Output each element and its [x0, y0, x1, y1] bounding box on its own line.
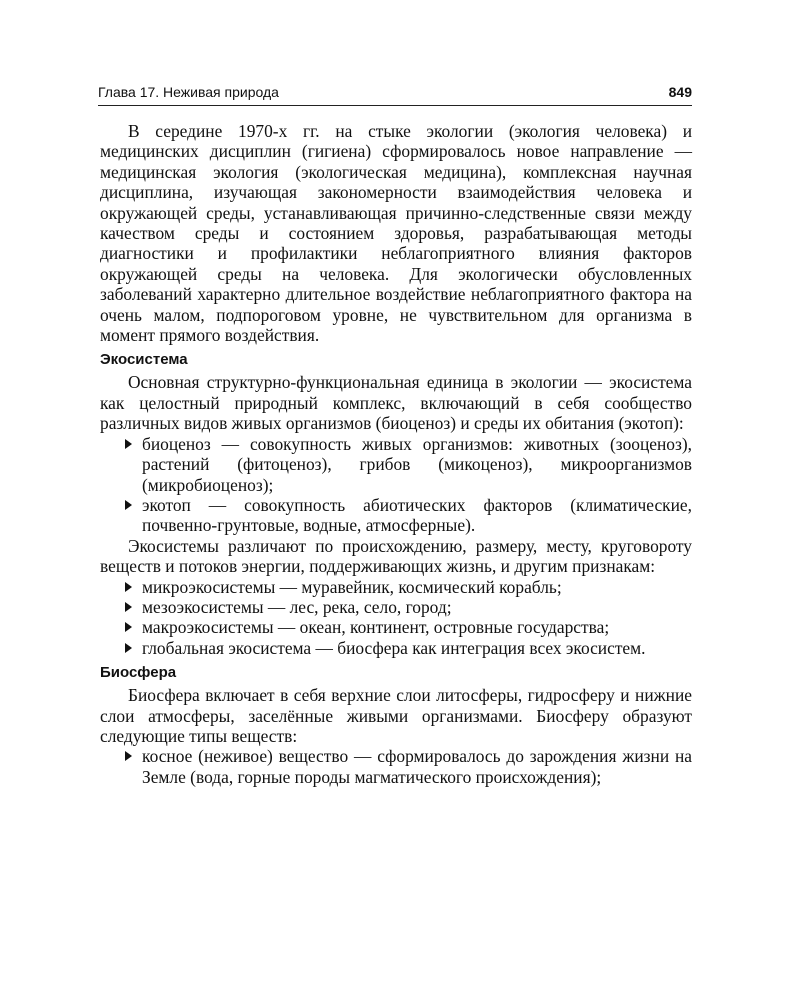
- triangle-bullet-icon: [125, 643, 132, 653]
- biosphere-substances-list: [100, 746, 692, 787]
- list-item: [100, 577, 692, 597]
- list-item-text: косное (неживое) вещество — сформировалось до зарождения жизни на Земле (вода, горные породы магматического происхождения);: [142, 746, 692, 787]
- list-item: [100, 746, 692, 787]
- list-item-text: мезоэкосистемы — лес, река, село, город;: [142, 596, 452, 617]
- triangle-bullet-icon: [125, 751, 132, 761]
- triangle-bullet-icon: [125, 622, 132, 632]
- triangle-bullet-icon: [125, 500, 132, 510]
- intro-paragraph: В середине 1970-х гг. на стыке экологии (экология человека) и медицинских дисциплин (гигиена) сформировалось новое направление — медицинская экология (экологическая медицина), комплексная научная дисциплина, изучающая закономерности взаимодействия человека и окружающей среды, устанавливающая причинно-следственные связи между качеством среды и состоянием здоровья, разрабатывающая методы диагностики и профилактики неблагоприятного влияния факторов окружающей среды на человека. Для экологически обусловленных заболеваний характерно длительное воздействие неблагоприятного фактора на очень малом, подпороговом уровне, не чувствительном для организма в момент прямого воздействия.: [100, 121, 692, 346]
- list-item: [100, 597, 692, 617]
- list-item: [100, 617, 692, 637]
- list-item-text: биоценоз — совокупность живых организмов: животных (зооценоз), растений (фитоценоз), грибов (микоценоз), микроорганизмов (микробиоценоз);: [142, 433, 692, 495]
- triangle-bullet-icon: [125, 582, 132, 592]
- triangle-bullet-icon: [125, 602, 132, 612]
- biosphere-paragraph: Биосфера включает в себя верхние слои литосферы, гидросферу и нижние слои атмосферы, заселённые живыми организмами. Биосферу образуют следующие типы веществ:: [100, 685, 692, 746]
- list-item-text: экотоп — совокупность абиотических факторов (климатические, почвенно-грунтовые, водные, атмосферные).: [142, 494, 692, 536]
- list-item: [100, 638, 692, 658]
- list-item: [100, 495, 692, 536]
- list-item: [100, 434, 692, 495]
- list-item-text: глобальная экосистема — биосфера как интеграция всех экосистем.: [142, 637, 646, 658]
- page-body: [100, 121, 692, 787]
- ecosystem-paragraph-2: Экосистемы различают по происхождению, размеру, месту, круговороту веществ и потоков энергии, поддерживающих жизнь, и другим признакам:: [100, 535, 692, 577]
- list-item-text: макроэкосистемы — океан, континент, островные государства;: [142, 617, 610, 638]
- ecosystem-components-list: [100, 434, 692, 536]
- chapter-title: Глава 17. Неживая природа: [98, 84, 279, 100]
- section-heading-ecosystem: Экосистема: [100, 351, 188, 369]
- ecosystem-types-list: [100, 577, 692, 659]
- list-item-text: микроэкосистемы — муравейник, космический корабль;: [142, 576, 562, 597]
- running-header: [98, 84, 692, 104]
- header-divider: [98, 105, 692, 106]
- section-heading-biosphere: Биосфера: [100, 664, 177, 682]
- page-number: 849: [668, 84, 692, 100]
- triangle-bullet-icon: [125, 439, 132, 449]
- ecosystem-paragraph-1: Основная структурно-функциональная единица в экологии — экосистема как целостный природный комплекс, включающий в себя сообщество различных видов живых организмов (биоценоз) и среды их обитания (экотоп):: [100, 372, 692, 434]
